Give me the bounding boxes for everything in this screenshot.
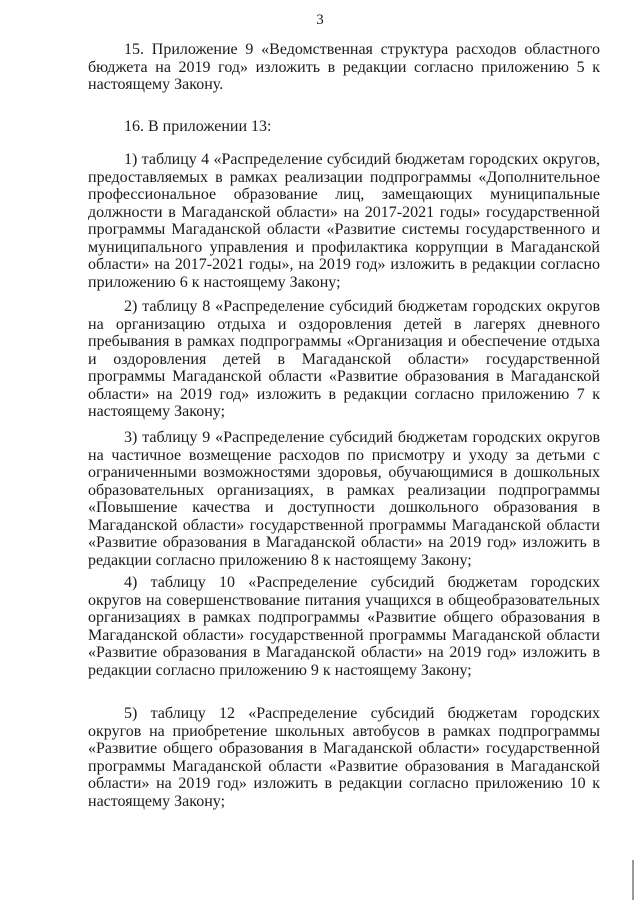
page-number: 3 (316, 12, 324, 28)
list-item-3: 3) таблицу 9 «Распределение субсидий бюджетам городских округов на частичное возмещение расходов по присмотру и уходу за детьми с ограниченными возможностями здоровья, обучающимися в дошкольных образовательных организациях, в рамках реализации подпрограммы «Повышение качества и доступности дошкольного образования в Магаданской области» государственной программы Магаданской области «Развитие образования в Магаданской области» на 2019 год» изложить в редакции согласно приложению 8 к настоящему Закону; (88, 429, 600, 569)
list-item-5: 5) таблицу 12 «Распределение субсидий бюджетам городских округов на приобретение школьных автобусов в рамках подпрограммы «Развитие общего образования в Магаданской области» государственной программы Магаданской области «Развитие образования в Магаданской области» на 2019 год» изложить в редакции согласно приложению 10 к настоящему Закону; (88, 705, 600, 810)
paragraph-16: 16. В приложении 13: (124, 118, 272, 135)
scan-edge-mark (632, 860, 634, 900)
list-item-2: 2) таблицу 8 «Распределение субсидий бюджетам городских округов на организацию отдыха и оздоровления детей в лагерях дневного пребывания в рамках подпрограммы «Организация и обеспечение отдыха и оздоровления детей в Магаданской области» государственной программы Магаданской области «Развитие образования в Магаданской области» на 2019 год» изложить в редакции согласно приложению 7 к настоящему Закону; (88, 298, 600, 420)
list-item-1: 1) таблицу 4 «Распределение субсидий бюджетам городских округов, предоставляемых в рамках реализации подпрограммы «Дополнительное профессиональное образование лиц, замещающих муниципальные должности в Магаданской области» на 2017-2021 годы» государственной программы Магаданской области «Развитие системы государственного и муниципального управления и профилактика коррупции в Магаданской области» на 2017-2021 годы», на 2019 год» изложить в редакции согласно приложению 6 к настоящему Закону; (88, 151, 600, 291)
list-item-4: 4) таблицу 10 «Распределение субсидий бюджетам городских округов на совершенствование питания учащихся в общеобразовательных организациях в рамках подпрограммы «Развитие общего образования в Магаданской области» государственной программы Магаданской области «Развитие образования в Магаданской области» на 2019 год» изложить в редакции согласно приложению 9 к настоящему Закону; (88, 574, 600, 679)
paragraph-15: 15. Приложение 9 «Ведомственная структура расходов областного бюджета на 2019 год» изложить в редакции согласно приложению 5 к настоящему Закону. (88, 41, 600, 93)
